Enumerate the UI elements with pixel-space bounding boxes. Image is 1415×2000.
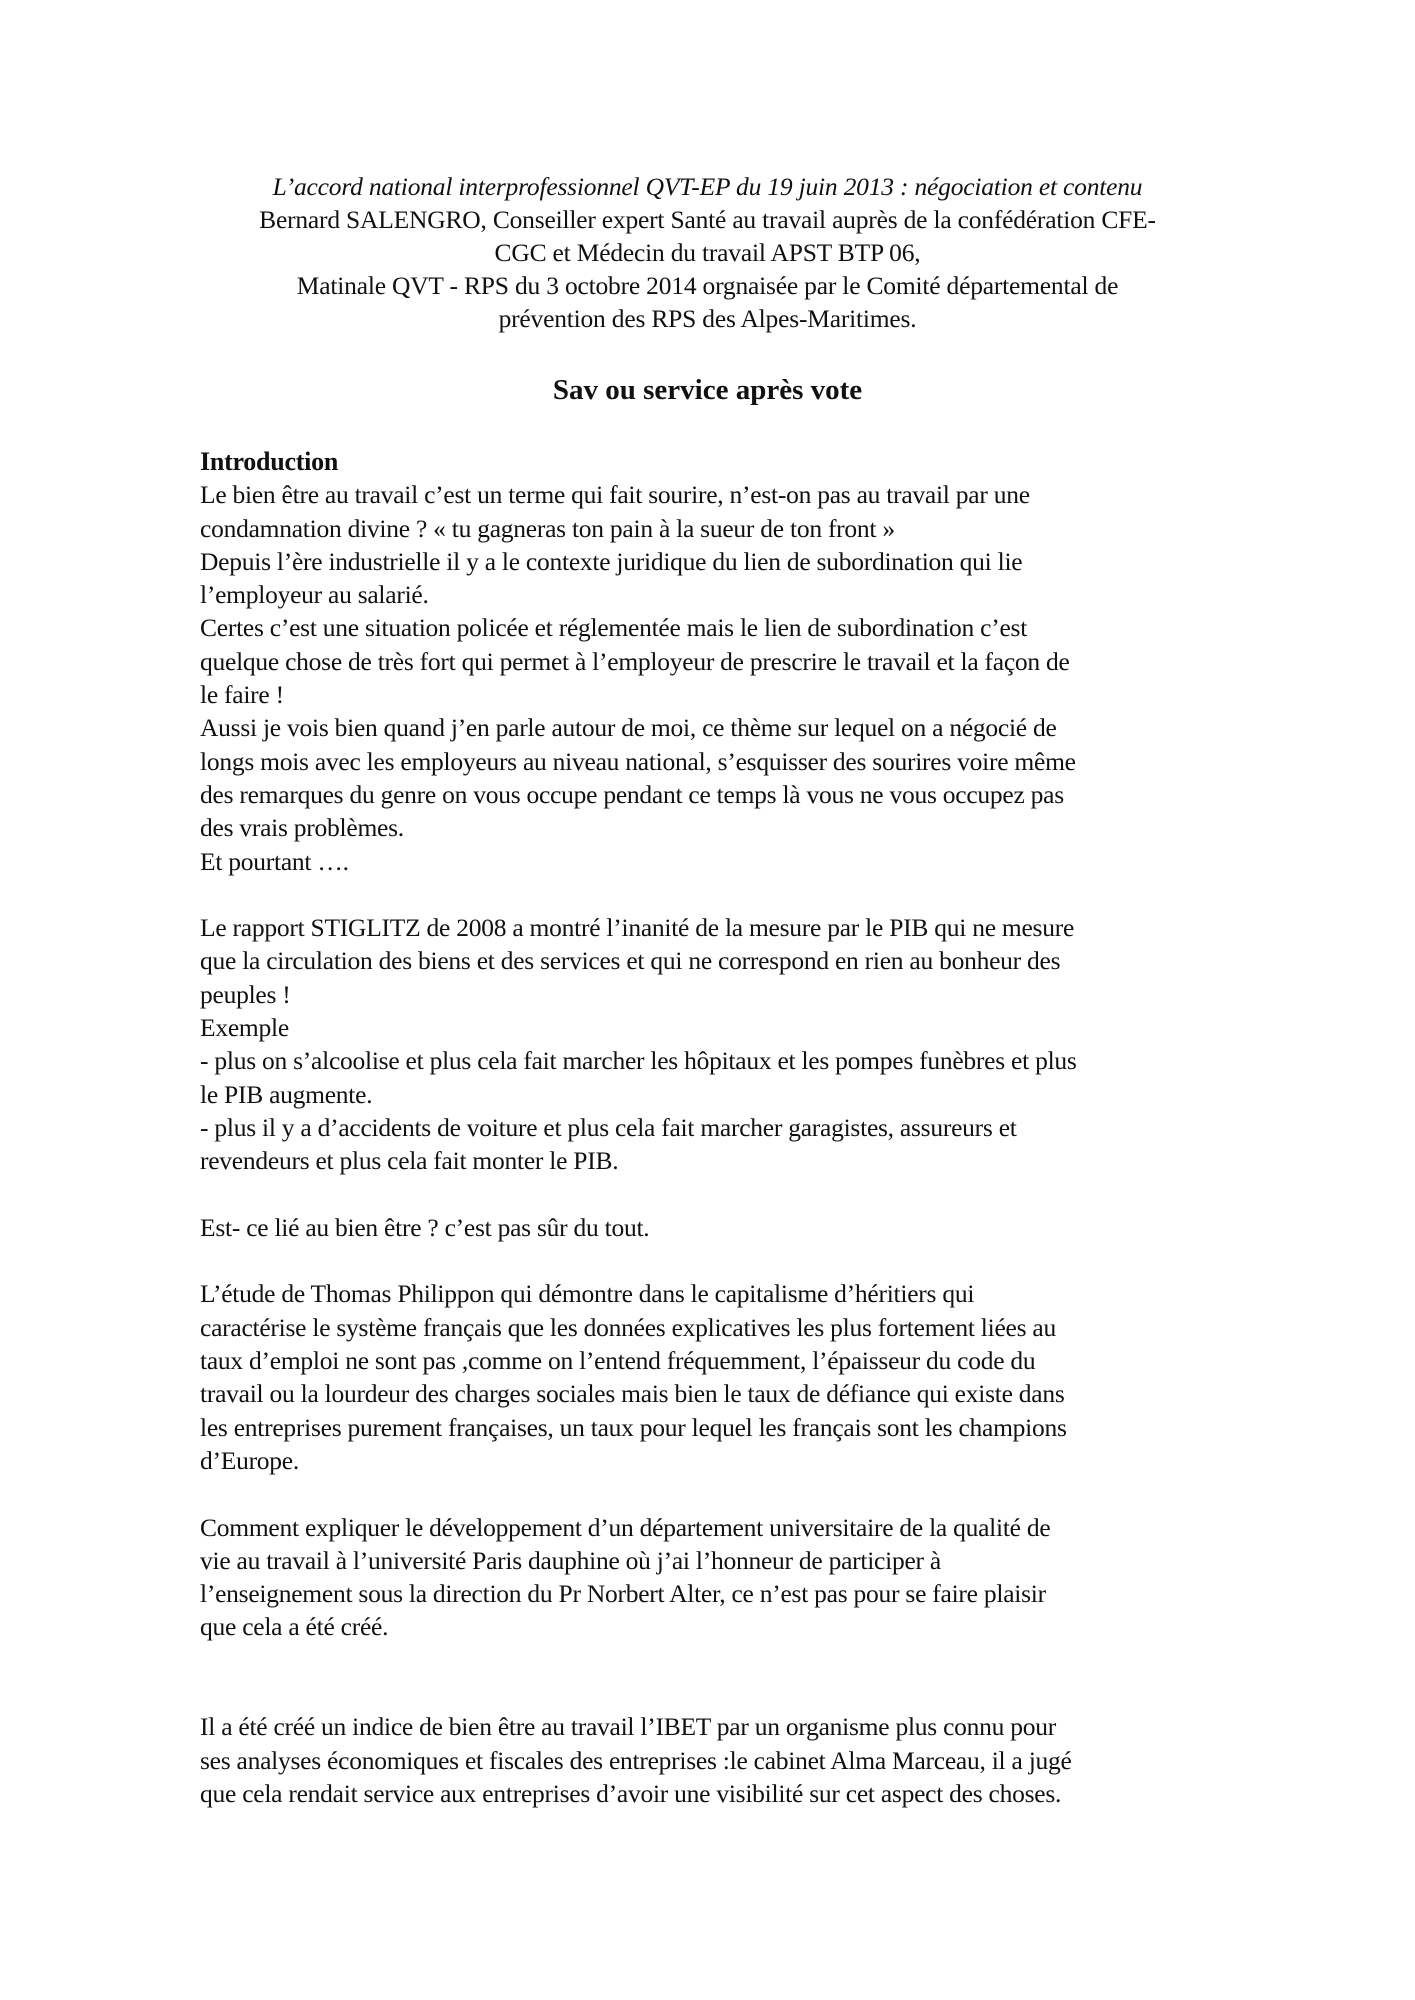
paragraph-line: - plus il y a d’accidents de voiture et plus cela fait marcher garagistes, assureurs et (200, 1112, 1017, 1142)
paragraph-line: Le bien être au travail c’est un terme qui fait sourire, n’est-on pas au travail par une (200, 480, 1030, 510)
paragraph-line: que la circulation des biens et des services et qui ne correspond en rien au bonheur des (200, 946, 1061, 976)
paragraph-intro (200, 478, 1290, 878)
paragraph-line: des vrais problèmes. (200, 813, 404, 843)
paragraph-line: des remarques du genre on vous occupe pendant ce temps là vous ne vous occupez pas (200, 779, 1064, 809)
paragraph-line: l’enseignement sous la direction du Pr Norbert Alter, ce n’est pas pour se faire plaisir (200, 1579, 1046, 1609)
paragraph-stiglitz (200, 911, 1290, 1177)
document-title: Sav ou service après vote (552, 374, 863, 406)
paragraph-line: Est- ce lié au bien être ? c’est pas sûr du tout. (200, 1212, 650, 1242)
paragraph-line: Le rapport STIGLITZ de 2008 a montré l’inanité de la mesure par le PIB qui ne mesure (200, 913, 1075, 943)
paragraph-line: caractérise le système français que les données explicatives les plus fortement liées au (200, 1312, 1056, 1342)
document-header (150, 170, 1265, 335)
paragraph-line: ses analyses économiques et fiscales des entreprises :le cabinet Alma Marceau, il a jugé (200, 1745, 1072, 1775)
paragraph-dauphine (200, 1511, 1290, 1644)
paragraph-line: Depuis l’ère industrielle il y a le contexte juridique du lien de subordination qui lie (200, 546, 1023, 576)
paragraph-spacer (200, 1644, 1290, 1711)
paragraph-line: Aussi je vois bien quand j’en parle autour de moi, ce thème sur lequel on a négocié de (200, 713, 1057, 743)
paragraph-line: condamnation divine ? « tu gagneras ton pain à la sueur de ton front » (200, 513, 895, 543)
paragraph-line: revendeurs et plus cela fait monter le PIB. (200, 1146, 619, 1176)
paragraph-line: peuples ! (200, 979, 291, 1009)
paragraph-line: vie au travail à l’université Paris dauphine où j’ai l’honneur de participer à (200, 1545, 941, 1575)
paragraph-line: travail ou la lourdeur des charges sociales mais bien le taux de défiance qui existe dans (200, 1379, 1065, 1409)
header-event-line: Matinale QVT - RPS du 3 octobre 2014 orgnaisée par le Comité départemental de (296, 271, 1119, 300)
document-body (200, 445, 1290, 1810)
paragraph-question (200, 1211, 1290, 1244)
paragraph-line: le faire ! (200, 680, 284, 710)
paragraph-line: - plus on s’alcoolise et plus cela fait marcher les hôpitaux et les pompes funèbres et plus (200, 1046, 1077, 1076)
paragraph-line: Il a été créé un indice de bien être au travail l’IBET par un organisme plus connu pour (200, 1712, 1057, 1742)
paragraph-line: Et pourtant …. (200, 846, 349, 876)
paragraph-line: les entreprises purement françaises, un taux pour lequel les français sont les champions (200, 1412, 1067, 1442)
paragraph-spacer (200, 1477, 1290, 1510)
section-heading-introduction: Introduction (200, 447, 339, 476)
paragraph-spacer (200, 878, 1290, 911)
paragraph-line: que cela rendait service aux entreprises d’avoir une visibilité sur cet aspect des choses. (200, 1778, 1062, 1808)
paragraph-ibet (200, 1710, 1290, 1810)
paragraph-line: que cela a été créé. (200, 1612, 389, 1642)
paragraph-line: taux d’emploi ne sont pas ,comme on l’entend fréquemment, l’épaisseur du code du (200, 1346, 1036, 1376)
paragraph-philippon (200, 1277, 1290, 1477)
paragraph-line: le PIB augmente. (200, 1079, 373, 1109)
header-subject-line: L’accord national interprofessionnel QVT-EP du 19 juin 2013 : négociation et contenu (272, 172, 1143, 201)
paragraph-spacer (200, 1178, 1290, 1211)
header-author-line-cont: CGC et Médecin du travail APST BTP 06, (494, 238, 921, 267)
paragraph-line: Certes c’est une situation policée et réglementée mais le lien de subordination c’est (200, 613, 1028, 643)
paragraph-line: l’employeur au salarié. (200, 580, 429, 610)
header-event-line-cont: prévention des RPS des Alpes-Maritimes. (498, 304, 917, 333)
header-author-line: Bernard SALENGRO, Conseiller expert Santé au travail auprès de la confédération CFE- (259, 205, 1156, 234)
paragraph-line: Comment expliquer le développement d’un département universitaire de la qualité de (200, 1512, 1051, 1542)
paragraph-line: quelque chose de très fort qui permet à l’employeur de prescrire le travail et la façon de (200, 646, 1070, 676)
paragraph-line: Exemple (200, 1013, 289, 1043)
paragraph-line: longs mois avec les employeurs au niveau national, s’esquisser des sourires voire même (200, 746, 1076, 776)
paragraph-line: L’étude de Thomas Philippon qui démontre dans le capitalisme d’héritiers qui (200, 1279, 975, 1309)
paragraph-line: d’Europe. (200, 1445, 300, 1475)
paragraph-spacer (200, 1244, 1290, 1277)
